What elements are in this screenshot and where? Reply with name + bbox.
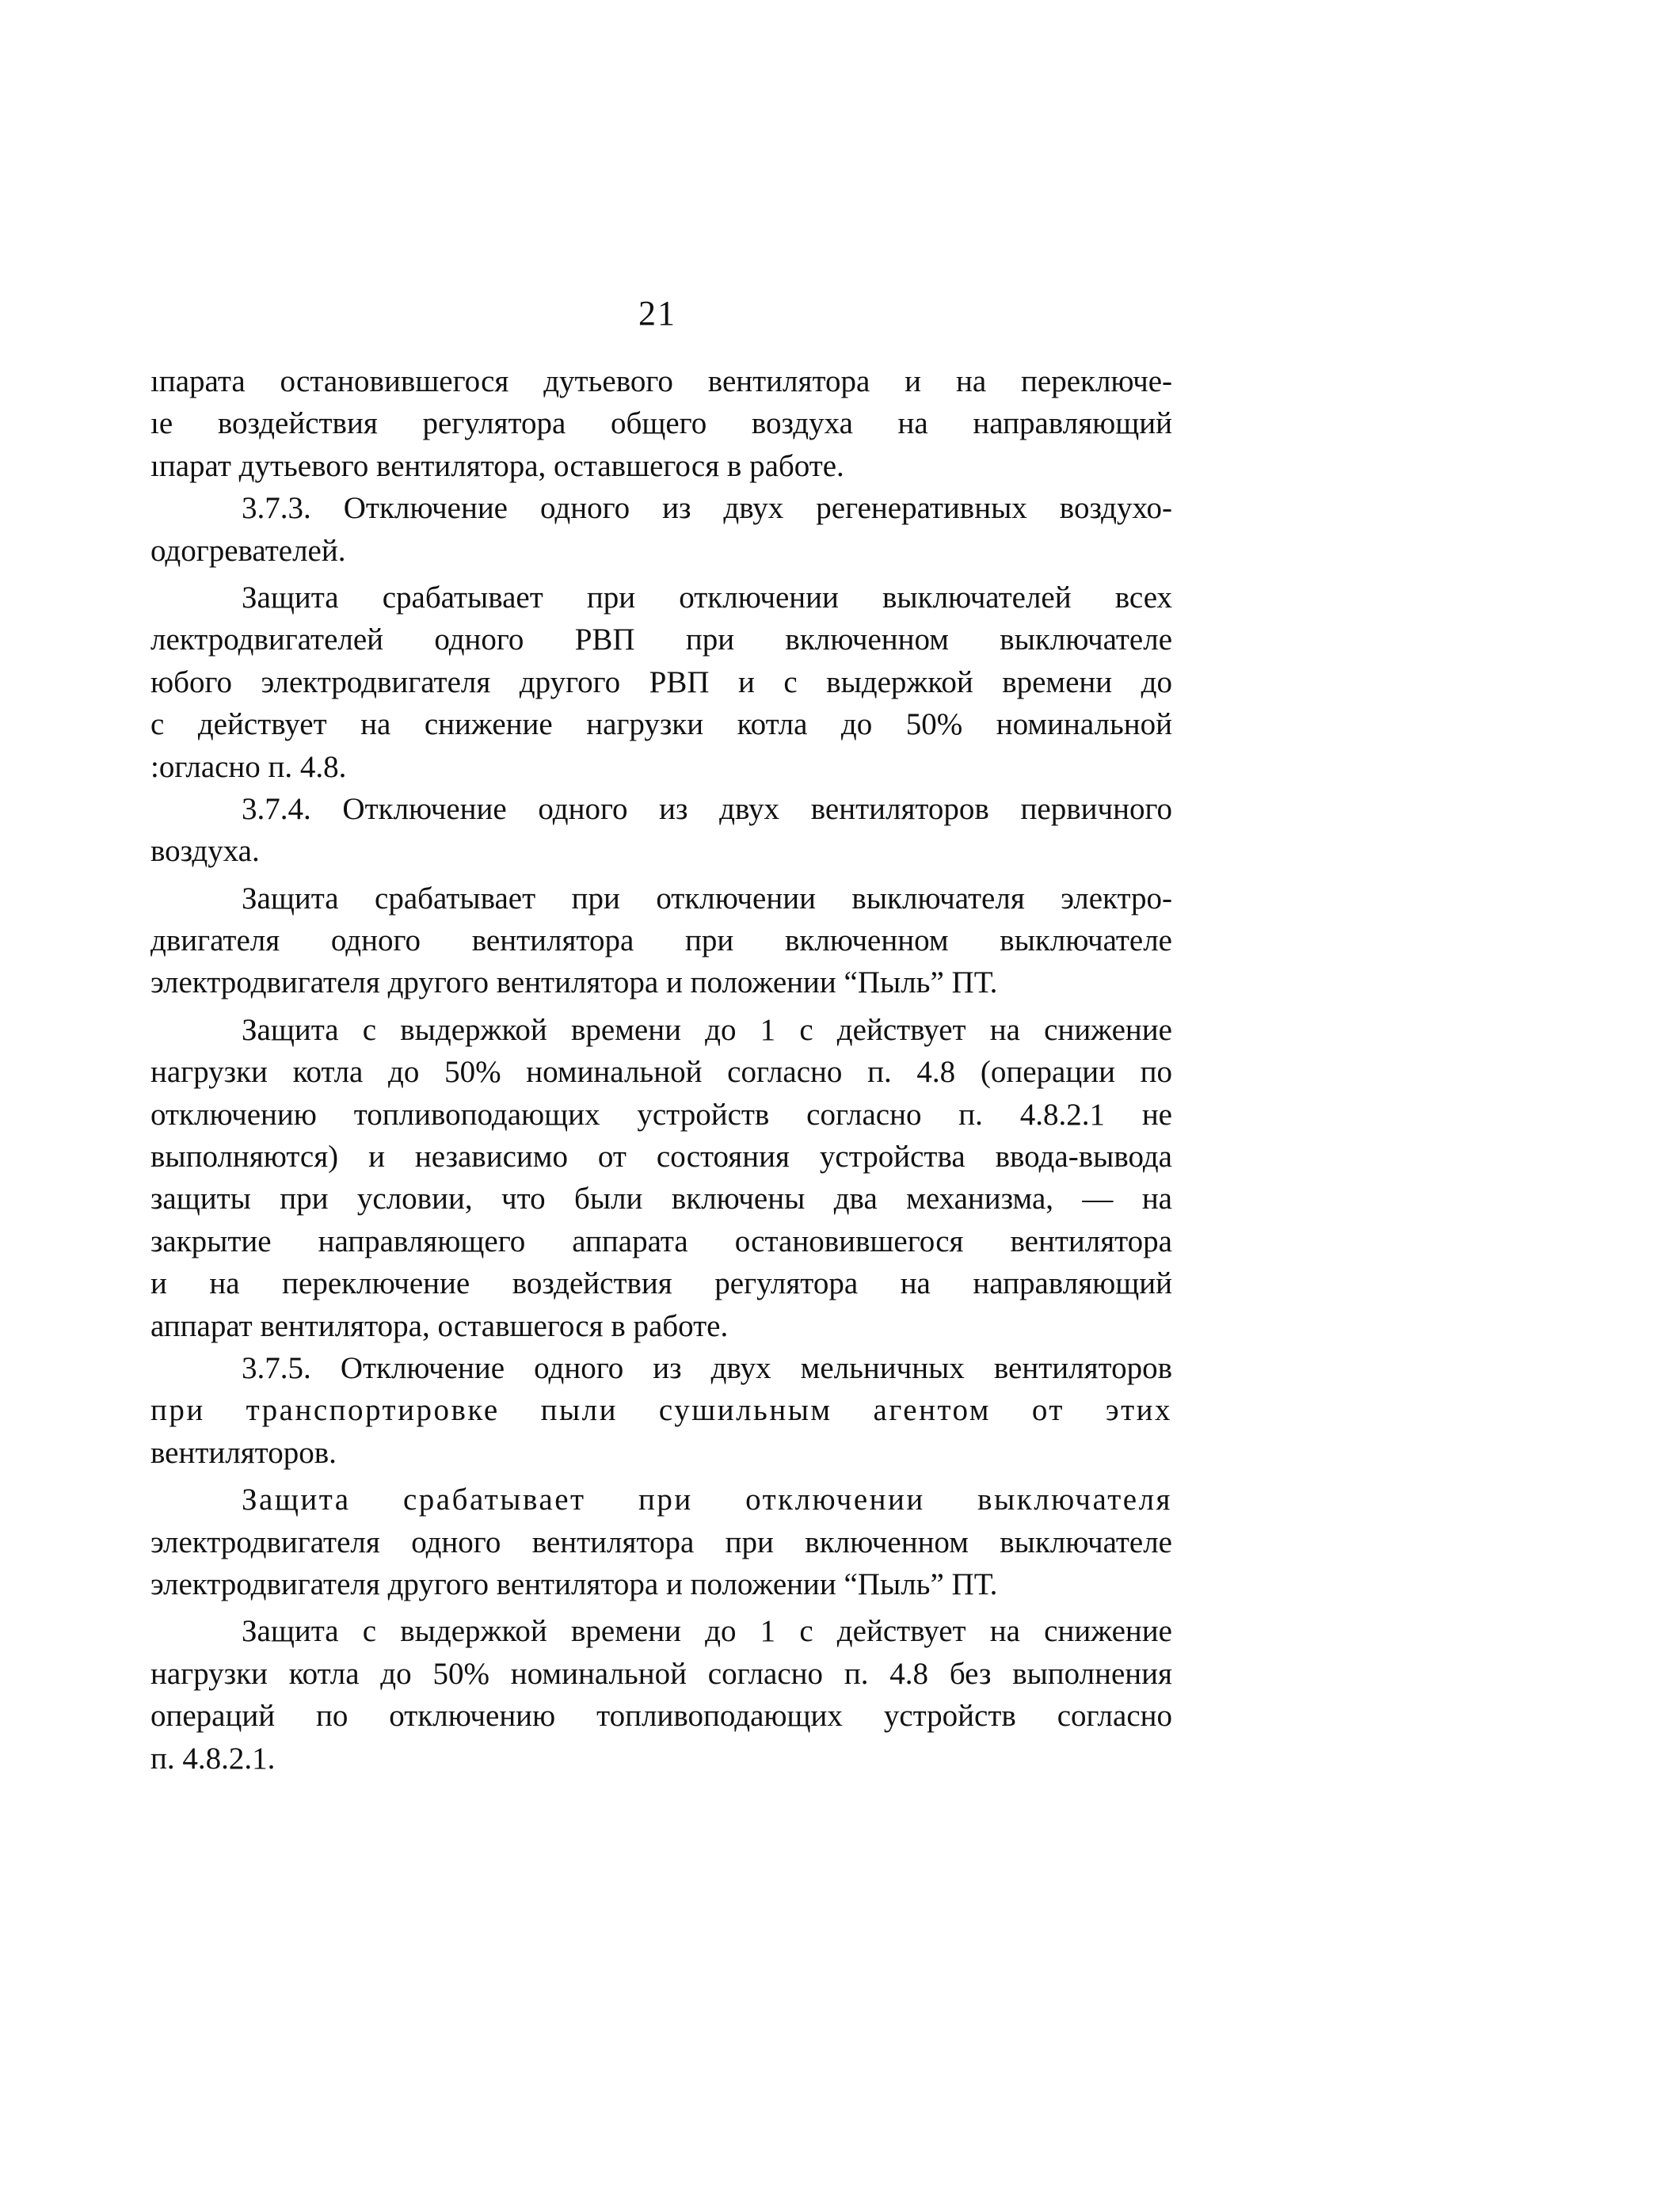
text-line: ıпарата остановившегося дутьевого вентилятора и на переключе- xyxy=(150,364,1172,398)
text-line: 3.7.4. Отключение одного из двух вентиляторов первичного xyxy=(242,791,1172,826)
text-line: аппарат вентилятора, оставшегося в работе. xyxy=(150,1308,729,1343)
text-line: электродвигателя одного вентилятора при включенном выключателе xyxy=(150,1525,1172,1559)
paragraph xyxy=(150,1009,1172,1347)
text-line: нагрузки котла до 50% номинальной согласно п. 4.8 (операции по xyxy=(150,1055,1172,1090)
text-line: лектродвигателей одного РВП при включенном выключателе xyxy=(150,622,1172,657)
text-line: :огласно п. 4.8. xyxy=(150,749,347,784)
page-number: 21 xyxy=(638,294,676,333)
text-line: Защита срабатывает при отключении выключателя xyxy=(242,1483,1172,1517)
text-line: ıпарат дутьевого вентилятора, оставшегося в работе. xyxy=(150,448,844,483)
text-line: Защита срабатывает при отключении выключателей всех xyxy=(242,580,1172,615)
section-heading-3-7-3 xyxy=(150,487,1172,572)
text-line: 3.7.5. Отключение одного из двух мельничных вентиляторов xyxy=(242,1350,1172,1385)
paragraph xyxy=(150,1610,1172,1780)
section-heading-3-7-4 xyxy=(150,788,1172,873)
text-line: электродвигателя другого вентилятора и положении “Пыль” ПТ. xyxy=(150,965,998,1000)
text-line: двигателя одного вентилятора при включенном выключателе xyxy=(150,923,1172,958)
text-line: выполняются) и независимо от состояния устройства ввода-вывода xyxy=(150,1140,1172,1175)
text-line: закрытие направляющего аппарата остановившегося вентилятора xyxy=(150,1224,1172,1258)
document-body xyxy=(150,360,1172,1780)
paragraph xyxy=(150,577,1172,788)
text-line: юбого электродвигателя другого РВП и с выдержкой времени до xyxy=(150,664,1172,699)
text-line: защиты при условии, что были включены два механизма, — на xyxy=(150,1182,1172,1216)
text-line: ıе воздействия регулятора общего воздуха на направляющий xyxy=(150,406,1172,441)
text-line: Защита с выдержкой времени до 1 с действует на снижение xyxy=(242,1614,1172,1649)
text-line: вентиляторов. xyxy=(150,1435,337,1470)
paragraph xyxy=(150,360,1172,487)
text-line: п. 4.8.2.1. xyxy=(150,1741,276,1776)
text-line: отключению топливоподающих устройств согласно п. 4.8.2.1 не xyxy=(150,1097,1172,1132)
text-line: и на переключение воздействия регулятора на направляющий xyxy=(150,1266,1172,1301)
text-line: 3.7.3. Отключение одного из двух регенеративных воздухо- xyxy=(242,491,1172,526)
text-line: воздуха. xyxy=(150,834,260,869)
paragraph xyxy=(150,1479,1172,1605)
text-line: при транспортировке пыли сушильным агентом от этих xyxy=(150,1393,1172,1428)
section-heading-3-7-5 xyxy=(150,1347,1172,1474)
text-line: одогревателей. xyxy=(150,533,346,568)
text-line: электродвигателя другого вентилятора и положении “Пыль” ПТ. xyxy=(150,1567,998,1601)
text-line: Защита с выдержкой времени до 1 с действует на снижение xyxy=(242,1012,1172,1047)
text-line: с действует на снижение нагрузки котла до 50% номинальной xyxy=(150,707,1172,742)
paragraph xyxy=(150,878,1172,1004)
text-line: нагрузки котла до 50% номинальной согласно п. 4.8 без выполнения xyxy=(150,1656,1172,1691)
text-line: операций по отключению топливоподающих устройств согласно xyxy=(150,1699,1172,1734)
text-line: Защита срабатывает при отключении выключателя электро- xyxy=(242,881,1172,916)
